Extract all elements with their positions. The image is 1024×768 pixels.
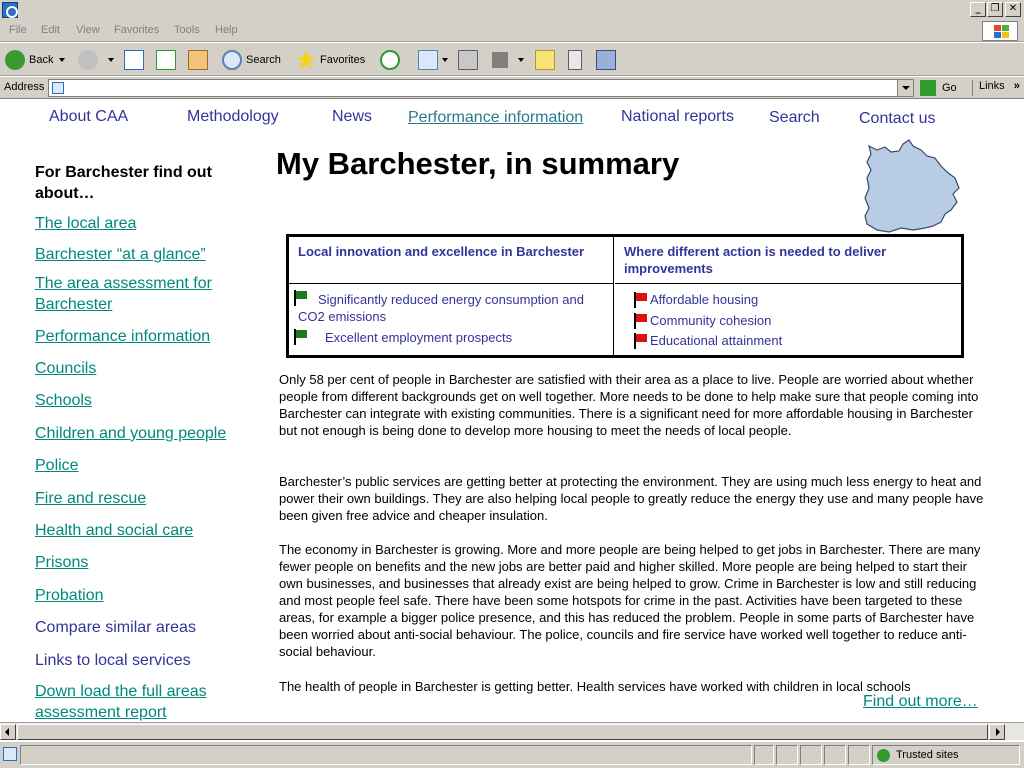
status-cell	[754, 745, 774, 765]
nav-search[interactable]: Search	[769, 109, 820, 126]
sidebar-link-children-young-people[interactable]: Children and young people	[35, 425, 227, 442]
sidebar-heading: For Barchester find out about…	[35, 164, 212, 202]
forward-dropdown-icon[interactable]	[108, 58, 114, 62]
edit-button[interactable]	[492, 47, 524, 72]
security-zone[interactable]	[872, 745, 1020, 765]
home-button[interactable]	[188, 47, 212, 72]
sidebar-link-prisons[interactable]: Prisons	[35, 554, 89, 571]
status-cell	[776, 745, 798, 765]
menu-bar	[0, 20, 1024, 42]
messenger-button[interactable]	[568, 47, 586, 72]
title-bar	[0, 0, 1024, 20]
go-button[interactable]	[920, 80, 957, 96]
restore-button[interactable]: ❐	[987, 2, 1003, 17]
sidebar-link-councils[interactable]: Councils	[35, 360, 97, 377]
search-button[interactable]	[222, 47, 281, 72]
phone-icon	[568, 50, 582, 70]
sidebar-link-probation[interactable]: Probation	[35, 587, 104, 604]
close-button[interactable]: ✕	[1005, 2, 1021, 17]
status-page-icon	[3, 747, 17, 761]
discuss-button[interactable]	[535, 47, 559, 72]
address-bar	[0, 77, 1024, 99]
favorites-button[interactable]	[296, 47, 365, 72]
status-bar	[0, 741, 1024, 768]
sidebar-link-area-assessment[interactable]: The area assessment for Barchester	[35, 275, 212, 313]
status-cell	[848, 745, 870, 765]
nav-performance-information[interactable]: Performance information	[408, 109, 584, 126]
sidebar-link-local-services[interactable]: Links to local services	[35, 652, 191, 669]
favorites-star-icon	[296, 50, 316, 70]
find-out-more-link[interactable]: Find out more…	[863, 693, 978, 710]
horizontal-scrollbar[interactable]	[0, 722, 1024, 740]
status-cell	[800, 745, 822, 765]
summary-paragraph: The health of people in Barchester is getting better. Health services have worked with children in local schools	[279, 679, 911, 694]
summary-paragraph: Only 58 per cent of people in Barchester are satisfied with their area as a place to live. People are worried about whether people from different backgrounds get on well together. More needs to be done to help make sure that people coming into Barchester can integrate with existing communities. There is a significant need for more affordable housing in Barchester but not enough is being done to develop more housing to meet the needs of local people.	[279, 372, 979, 438]
minimize-button[interactable]: _	[970, 2, 986, 17]
summary-left-item: Significantly reduced energy consumption and CO2 emissions	[298, 292, 584, 324]
note-icon	[535, 50, 555, 70]
ie-app-icon[interactable]	[2, 2, 18, 18]
page-icon	[52, 82, 64, 94]
summary-right-item: Community cohesion	[650, 313, 772, 328]
summary-left-header: Local innovation and excellence in Barchester	[289, 237, 614, 284]
sidebar-link-police[interactable]: Police	[35, 457, 79, 474]
summary-right-item: Affordable housing	[650, 292, 759, 307]
research-icon	[596, 50, 616, 70]
trusted-sites-icon	[877, 749, 890, 762]
sidebar-link-schools[interactable]: Schools	[35, 392, 92, 409]
links-button[interactable]	[972, 80, 1020, 96]
stop-icon	[124, 50, 144, 70]
edit-dropdown-icon[interactable]	[518, 58, 524, 62]
back-dropdown-icon[interactable]	[59, 58, 65, 62]
address-input[interactable]	[48, 79, 914, 97]
sidebar-link-at-a-glance[interactable]: Barchester “at a glance”	[35, 246, 206, 263]
page-title: My Barchester, in summary	[276, 146, 680, 181]
scrollbar-thumb[interactable]	[17, 724, 988, 740]
edit-icon	[492, 52, 508, 68]
page-viewport	[0, 100, 1024, 722]
back-label: Back	[29, 53, 54, 66]
address-dropdown-icon[interactable]	[897, 80, 913, 96]
history-button[interactable]	[380, 47, 404, 72]
status-text-cell	[20, 745, 752, 765]
links-label: Links	[979, 80, 1005, 92]
barchester-map-icon	[855, 138, 965, 236]
nav-news[interactable]: News	[332, 108, 373, 125]
security-zone-label: Trusted sites	[896, 749, 959, 761]
menu-view[interactable]: View	[76, 24, 100, 36]
red-flag-icon	[633, 313, 648, 329]
print-button[interactable]	[458, 47, 482, 72]
links-chevron-icon: »	[1013, 80, 1020, 92]
refresh-button[interactable]	[156, 47, 180, 72]
mail-dropdown-icon[interactable]	[442, 58, 448, 62]
menu-edit[interactable]: Edit	[41, 24, 60, 36]
search-icon	[222, 50, 242, 70]
go-label: Go	[942, 82, 957, 94]
print-icon	[458, 50, 478, 70]
menu-favorites[interactable]: Favorites	[114, 24, 160, 36]
summary-paragraph: Barchester’s public services are getting better at protecting the environment. They are using much less energy to heat and power their own buildings. They are also helping local people to greatly reduce the energy they use and many people have been given free advice and cheaper insulation.	[279, 474, 984, 523]
summary-right-item: Educational attainment	[650, 333, 783, 348]
nav-about-caa[interactable]: About CAA	[49, 108, 129, 125]
home-icon	[188, 50, 208, 70]
menu-help[interactable]: Help	[215, 24, 238, 36]
status-cell	[824, 745, 846, 765]
research-button[interactable]	[596, 47, 620, 72]
favorites-label: Favorites	[320, 53, 366, 66]
back-arrow-icon	[5, 50, 25, 70]
nav-contact-us[interactable]: Contact us	[859, 110, 936, 127]
summary-table	[286, 234, 964, 358]
refresh-icon	[156, 50, 176, 70]
green-flag-icon	[293, 329, 308, 345]
sidebar-link-download-report[interactable]: Down load the full areas assessment report	[35, 683, 207, 721]
mail-button[interactable]	[418, 47, 448, 72]
red-flag-icon	[633, 292, 648, 308]
scroll-left-arrow-icon[interactable]	[0, 724, 16, 740]
stop-button[interactable]	[124, 47, 148, 72]
summary-paragraph: The economy in Barchester is growing. More and more people are being helped to get jobs in Barchester. There are many fewer people on benefits and the new jobs are better paid and higher skilled. More people are being helped to start their own businesses, and businesses that already exist are being helped to grow. Crime in Barchester is low and still reducing and most people feel safe. There have been some hotspots for crime in the past. Activities have been targeted to these areas, for example a bigger police presence, and this has reduced the problem. People in some parts of Barchester have been worried about anti-social behaviour. The police, councils and fire service have worked well together to reduce anti-social behaviour.	[279, 542, 981, 659]
summary-left-item: Excellent employment prospects	[325, 330, 513, 345]
back-button[interactable]	[5, 47, 65, 72]
scroll-right-arrow-icon[interactable]	[989, 724, 1005, 740]
nav-methodology[interactable]: Methodology	[187, 108, 279, 125]
summary-right-header: Where different action is needed to deliver improvements	[615, 237, 961, 284]
forward-arrow-icon	[78, 50, 98, 70]
sidebar-link-compare-similar-areas[interactable]: Compare similar areas	[35, 619, 196, 636]
menu-tools[interactable]: Tools	[174, 24, 200, 36]
mail-icon	[418, 50, 438, 70]
menu-file[interactable]: File	[9, 24, 27, 36]
sidebar-link-local-area[interactable]: The local area	[35, 215, 137, 232]
forward-button[interactable]	[78, 47, 114, 72]
red-flag-icon	[633, 333, 648, 349]
sidebar-link-fire-rescue[interactable]: Fire and rescue	[35, 490, 147, 507]
windows-logo-icon	[982, 21, 1018, 41]
sidebar-link-health-social-care[interactable]: Health and social care	[35, 522, 194, 539]
history-icon	[380, 50, 400, 70]
search-label: Search	[246, 53, 281, 66]
toolbar	[0, 43, 1024, 76]
go-arrow-icon	[920, 80, 936, 96]
address-label: Address	[4, 81, 45, 93]
nav-national-reports[interactable]: National reports	[621, 108, 734, 125]
sidebar-link-performance-information[interactable]: Performance information	[35, 328, 211, 345]
